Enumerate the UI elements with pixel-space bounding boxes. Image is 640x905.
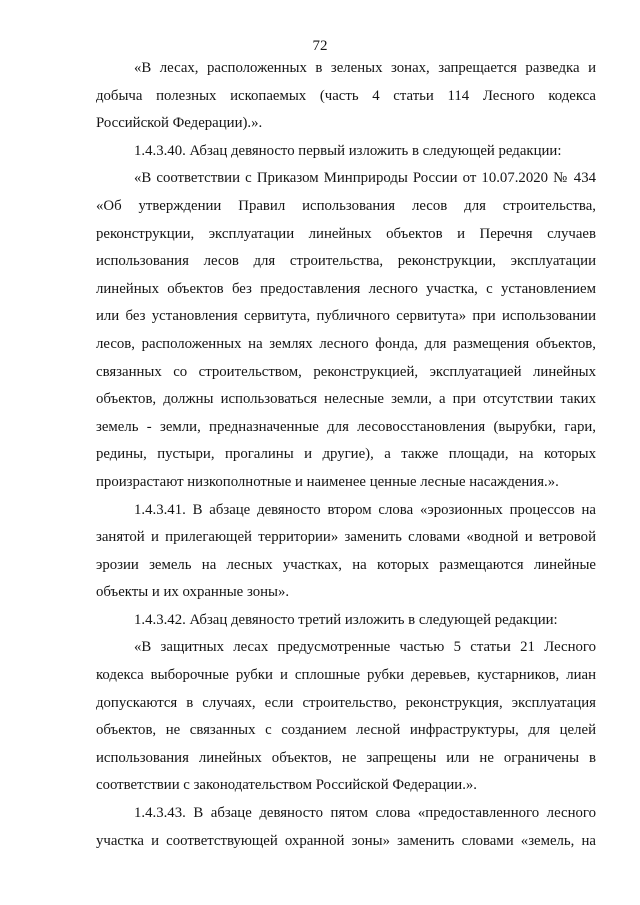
text-line: кодекса выборочные рубки и сплошные рубки деревьев, кустарников, лиан xyxy=(96,667,596,684)
text-line: 1.4.3.40. Абзац девяносто первый изложить в следующей редакции: xyxy=(134,142,562,159)
paragraph xyxy=(96,800,596,855)
page-number: 72 xyxy=(312,38,328,54)
text-line: земель - земли, предназначенные для лесовосстановления (вырубки, гари, xyxy=(96,418,596,435)
text-line: 1.4.3.43. В абзаце девяносто пятом слова «предоставленного лесного xyxy=(134,805,596,822)
text-line: участка и соответствующей охранной зоны» заменить словами «земель, на xyxy=(96,832,596,849)
paragraph xyxy=(96,138,596,166)
text-line: 1.4.3.41. В абзаце девяносто втором слова «эрозионных процессов на xyxy=(134,501,596,518)
text-line: «В защитных лесах предусмотренные частью 5 статьи 21 Лесного xyxy=(134,639,596,656)
paragraph xyxy=(96,55,596,138)
text-line: использования линейных объектов, не запрещены или не ограничены в xyxy=(96,749,596,766)
text-line: «Об утверждении Правил использования лесов для строительства, xyxy=(96,197,596,214)
text-line: редины, пустыри, прогалины и другие), а также площади, на которых xyxy=(96,446,596,463)
text-line: связанных со строительством, реконструкцией, эксплуатацией линейных xyxy=(96,363,596,380)
paragraph xyxy=(96,497,596,607)
text-line: «В соответствии с Приказом Минприроды России от 10.07.2020 № 434 xyxy=(134,170,596,187)
text-line: объектов, не связанных с созданием лесной инфраструктуры, для целей xyxy=(96,722,596,739)
text-line: объектов, должны использоваться нелесные земли, а при отсутствии таких xyxy=(96,391,596,408)
text-line: произрастают низкополнотные и наименее ценные лесные насаждения.». xyxy=(96,473,559,490)
paragraph xyxy=(96,607,596,635)
text-line: соответствии с законодательством Российской Федерации.». xyxy=(96,777,477,794)
text-line: допускаются в случаях, если строительство, реконструкция, эксплуатация xyxy=(96,694,596,711)
paragraph xyxy=(96,165,596,496)
text-line: Российской Федерации).». xyxy=(96,115,263,132)
text-line: «В лесах, расположенных в зеленых зонах, запрещается разведка и xyxy=(134,60,596,76)
text-line: объекты и их охранные зоны». xyxy=(96,584,290,601)
document-body xyxy=(96,55,596,855)
text-line: или без установления сервитута, публичного сервитута» при использовании xyxy=(96,308,596,325)
text-line: эрозии земель на лесных участках, на которых размещаются линейные xyxy=(96,556,596,573)
text-line: использования лесов для строительства, реконструкции, эксплуатации xyxy=(96,253,596,270)
text-line: 1.4.3.42. Абзац девяносто третий изложить в следующей редакции: xyxy=(134,611,558,628)
text-line: добыча полезных ископаемых (часть 4 статьи 114 Лесного кодекса xyxy=(96,87,596,104)
text-line: лесов, расположенных на землях лесного фонда, для размещения объектов, xyxy=(96,335,596,352)
text-line: линейных объектов без предоставления лесного участка, с установлением xyxy=(96,280,596,297)
paragraph xyxy=(96,634,596,800)
text-line: реконструкции, эксплуатации линейных объектов и Перечня случаев xyxy=(96,225,596,242)
text-line: занятой и прилегающей территории» заменить словами «водной и ветровой xyxy=(96,529,596,546)
